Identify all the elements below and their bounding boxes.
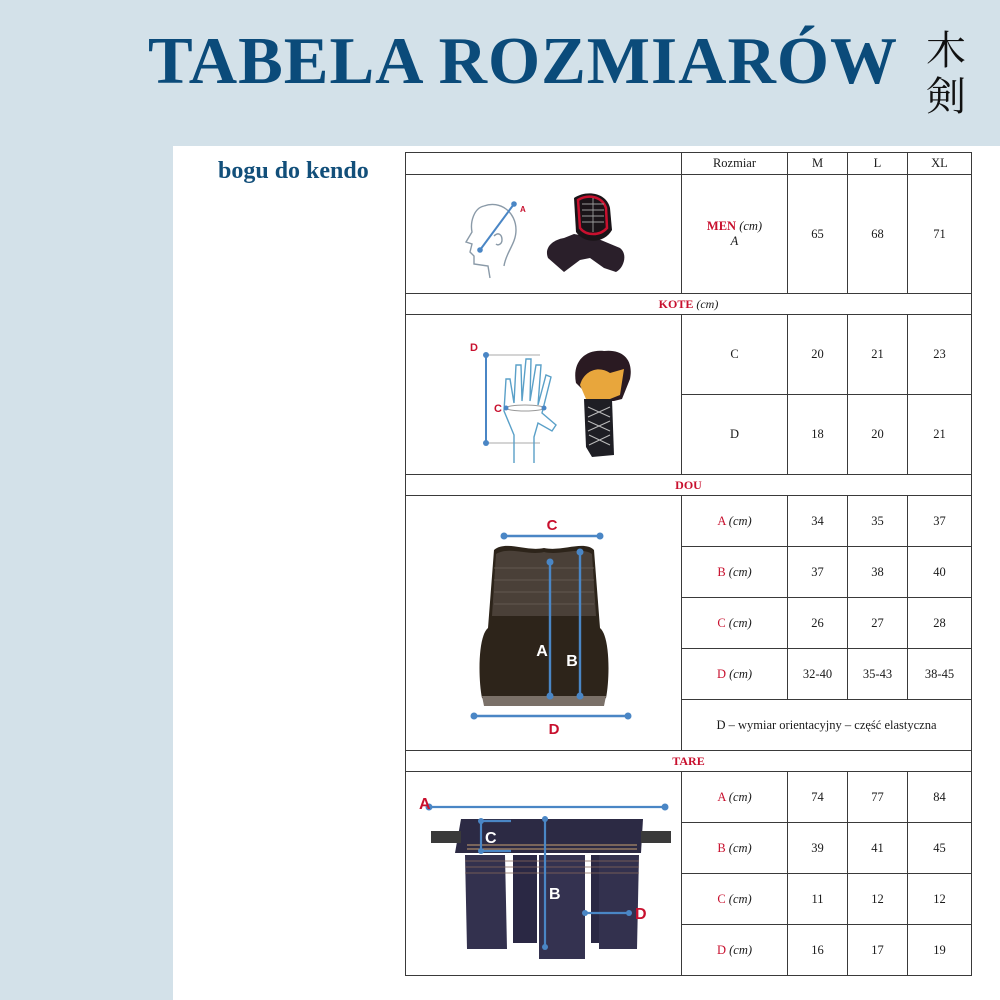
tare-label-c-cell [682, 874, 788, 925]
subtitle: bogu do kendo [218, 158, 369, 184]
tare-c-value-xl: 12 [908, 874, 972, 925]
tare-label-c: C [717, 891, 726, 906]
dou-unit: (cm) [728, 564, 752, 579]
dou-row-a [406, 496, 972, 547]
svg-text:D: D [548, 721, 559, 738]
tare-d-value-xl: 19 [908, 925, 972, 976]
kote-unit: (cm) [696, 296, 719, 311]
men-label-cell [682, 175, 788, 294]
dou-figure [406, 496, 682, 751]
tare-b-value-l: 41 [848, 823, 908, 874]
tare-label-d-cell [682, 925, 788, 976]
tare-row-a [406, 772, 972, 823]
kote-d-value-m: 18 [788, 395, 848, 475]
svg-text:剣: 剣 [926, 74, 966, 118]
dou-note: D – wymiar orientacyjny – część elastyczna [682, 700, 972, 751]
men-name: MEN [706, 219, 737, 233]
kote-title-cell [406, 294, 972, 315]
tare-name: TARE [406, 751, 972, 772]
dou-label-b-cell [682, 547, 788, 598]
kote-label-c: C [682, 315, 788, 395]
svg-text:C: C [546, 517, 557, 534]
kote-name: KOTE [658, 296, 694, 311]
dou-a-value-xl: 37 [908, 496, 972, 547]
men-value-l: 68 [848, 175, 908, 294]
kote-c-value-xl: 23 [908, 315, 972, 395]
kote-d-value-xl: 21 [908, 395, 972, 475]
dou-label-a-cell [682, 496, 788, 547]
men-value-m: 65 [788, 175, 848, 294]
tare-label-b: B [717, 840, 726, 855]
tare-unit: (cm) [728, 891, 752, 906]
dou-b-value-xl: 40 [908, 547, 972, 598]
header-l: L [848, 153, 908, 175]
tare-d-value-l: 17 [848, 925, 908, 976]
dou-unit: (cm) [728, 615, 752, 630]
men-label-a: A [730, 234, 739, 248]
svg-text:B: B [548, 885, 561, 903]
kote-figure [406, 315, 682, 475]
tare-c-value-m: 11 [788, 874, 848, 925]
kote-c-value-m: 20 [788, 315, 848, 395]
kote-section-header [406, 294, 972, 315]
dou-label-d: D [716, 666, 726, 681]
svg-text:A: A [418, 795, 431, 813]
header-row [406, 153, 972, 175]
tare-a-value-m: 74 [788, 772, 848, 823]
tare-unit: (cm) [729, 942, 753, 957]
tare-label-b-cell [682, 823, 788, 874]
tare-unit: (cm) [728, 840, 752, 855]
dou-unit: (cm) [729, 666, 753, 681]
kote-row-c [406, 315, 972, 395]
svg-text:A: A [519, 205, 526, 214]
svg-text:A: A [535, 643, 548, 660]
kote-c-value-l: 21 [848, 315, 908, 395]
svg-text:D: D [634, 905, 647, 923]
men-figure [406, 175, 682, 294]
dou-label-d-cell [682, 649, 788, 700]
header-empty [406, 153, 682, 175]
dou-label-a: A [717, 513, 726, 528]
tare-label-a: A [717, 789, 726, 804]
men-unit: (cm) [739, 219, 763, 233]
tare-d-value-m: 16 [788, 925, 848, 976]
header-rozmiar: Rozmiar [682, 153, 788, 175]
dou-d-value-xl: 38-45 [908, 649, 972, 700]
kote-glove-illustration [434, 325, 654, 465]
dou-d-value-m: 32-40 [788, 649, 848, 700]
tare-c-value-l: 12 [848, 874, 908, 925]
dou-label-c: C [717, 615, 726, 630]
dou-name: DOU [406, 475, 972, 496]
dou-a-value-l: 35 [848, 496, 908, 547]
tare-unit: (cm) [728, 789, 752, 804]
header-xl: XL [908, 153, 972, 175]
kote-label-d: D [682, 395, 788, 475]
svg-text:C: C [484, 829, 497, 847]
dou-breastplate-illustration [434, 508, 654, 738]
dou-c-value-l: 27 [848, 598, 908, 649]
header-m: M [788, 153, 848, 175]
kote-d-value-l: 20 [848, 395, 908, 475]
men-row [406, 175, 972, 294]
svg-text:C: C [493, 402, 502, 415]
svg-text:D: D [469, 341, 478, 354]
page-title: TABELA ROZMIARÓW [148, 24, 898, 98]
tare-figure [406, 772, 682, 976]
dou-b-value-m: 37 [788, 547, 848, 598]
svg-text:木: 木 [926, 28, 966, 74]
dou-c-value-xl: 28 [908, 598, 972, 649]
tare-apron-illustration [409, 779, 679, 969]
tare-label-d: D [716, 942, 726, 957]
tare-label-a-cell [682, 772, 788, 823]
dou-unit: (cm) [728, 513, 752, 528]
tare-b-value-xl: 45 [908, 823, 972, 874]
men-helmet-illustration [444, 186, 644, 282]
dou-section-header [406, 475, 972, 496]
men-value-xl: 71 [908, 175, 972, 294]
svg-text:B: B [565, 653, 578, 670]
dou-b-value-l: 38 [848, 547, 908, 598]
tare-b-value-m: 39 [788, 823, 848, 874]
tare-a-value-xl: 84 [908, 772, 972, 823]
dou-a-value-m: 34 [788, 496, 848, 547]
dou-c-value-m: 26 [788, 598, 848, 649]
dou-label-b: B [717, 564, 726, 579]
tare-section-header [406, 751, 972, 772]
dou-label-c-cell [682, 598, 788, 649]
tare-a-value-l: 77 [848, 772, 908, 823]
size-table [405, 152, 972, 976]
kanji-logo [918, 22, 974, 118]
dou-d-value-l: 35-43 [848, 649, 908, 700]
